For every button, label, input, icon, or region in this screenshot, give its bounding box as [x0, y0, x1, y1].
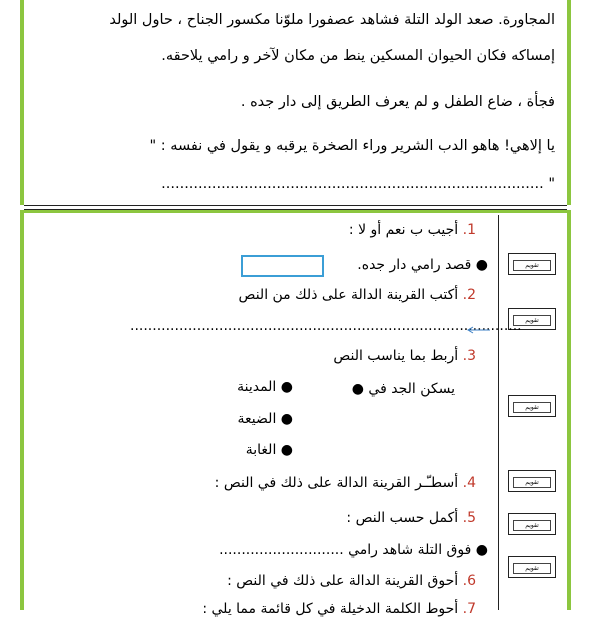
passage-line-5: " ................................................................................... [161, 176, 555, 192]
score-column-line [498, 215, 499, 610]
match-left-item[interactable]: يسكن الجد في ● [351, 381, 455, 397]
score-box-3: تقويم [508, 395, 556, 417]
score-box-5: تقويم [508, 513, 556, 535]
score-box-4: تقويم [508, 470, 556, 492]
question-7: 7. أحوط الكلمة الدخيلة في كل قائمة مما يلي : [202, 601, 476, 617]
match-option-city[interactable]: ● المدينة [237, 379, 293, 395]
passage-line-2: إمساكه فكان الحيوان المسكين ينط من مكان لآخر و رامي يلاحقه. [161, 48, 555, 64]
question-3: 3. أربط بما يناسب النص [333, 348, 476, 364]
question-6: 6. أحوق القرينة الدالة على ذلك في النص : [227, 573, 476, 589]
passage-line-3: فجأة ، ضاع الطفل و لم يعرف الطريق إلى دار جده . [240, 94, 555, 110]
question-4: 4. أسطـّـر القرينة الدالة على ذلك في النص : [214, 475, 476, 491]
question-5-statement[interactable]: ● فوق التلة شاهد رامي ............................ [219, 542, 488, 558]
yes-no-answer-box[interactable] [241, 255, 324, 277]
score-box-1: تقويم [508, 253, 556, 275]
question-2-answer-line[interactable]: ........................................................................................ [130, 318, 522, 334]
passage-line-4: يا إلاهي! هاهو الدب الشرير وراء الصخرة يرقبه و يقول في نفسه : " [149, 138, 555, 154]
match-option-village[interactable]: ● الضيعة [237, 411, 293, 427]
question-1-statement: ● قصد رامي دار جده. [357, 257, 488, 273]
score-box-2: تقويم [508, 308, 556, 330]
passage-line-1: المجاورة. صعد الولد التلة فشاهد عصفورا ملوّنا مكسور الجناح ، حاول الولد [109, 12, 555, 28]
score-box-6: تقويم [508, 556, 556, 578]
arrow-left-icon [466, 326, 490, 334]
question-1: 1. أجيب ب نعم أو لا : [348, 222, 476, 238]
question-5: 5. أكمل حسب النص : [346, 510, 476, 526]
question-2: 2. أكتب القرينة الدالة على ذلك من النص [238, 287, 476, 303]
match-option-forest[interactable]: ● الغابة [245, 442, 293, 458]
